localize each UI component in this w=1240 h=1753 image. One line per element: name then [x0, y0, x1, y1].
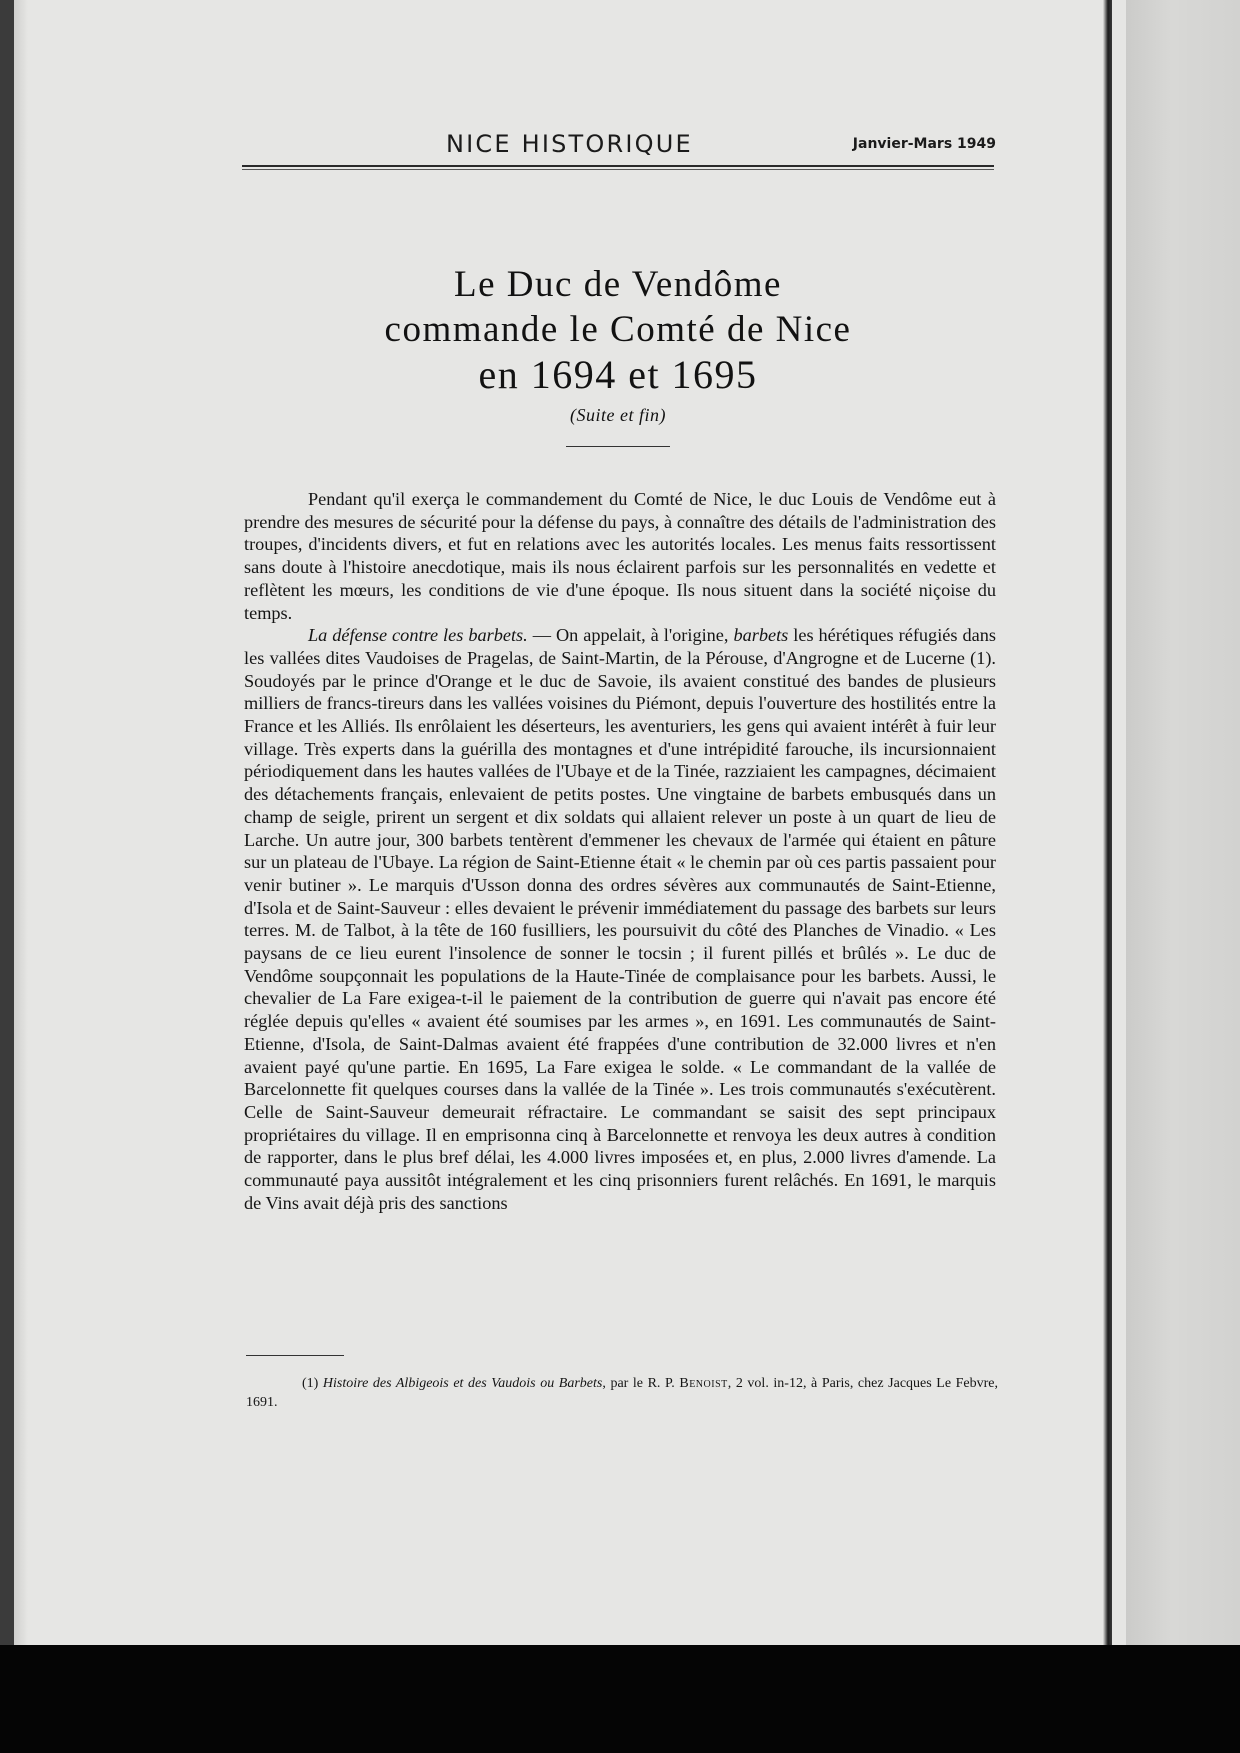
- running-header: [228, 130, 996, 160]
- article-subtitle: (Suite et fin): [570, 405, 666, 425]
- footnote-rule: [246, 1355, 344, 1356]
- section-heading: La défense contre les barbets.: [308, 625, 528, 646]
- footnote-text: , par le R. P.: [602, 1376, 680, 1391]
- article-body: [244, 488, 996, 1215]
- paragraph-barbets: [244, 624, 996, 1214]
- footnote-text: , 2 vol. in-12, à Paris, chez Jacques Le Febvre, 1691.: [246, 1376, 999, 1410]
- title-line-1: Le Duc de Vendôme: [454, 264, 782, 305]
- book-spine-shadow: [1103, 0, 1112, 1645]
- adjacent-page-edge: [1126, 0, 1240, 1645]
- journal-name: NICE HISTORIQUE: [446, 130, 693, 158]
- title-divider: [566, 446, 670, 447]
- header-rule-thin: [242, 169, 994, 170]
- italic-term: barbets: [733, 625, 789, 646]
- title-line-2: commande le Comté de Nice: [384, 309, 852, 350]
- scan-edge-left: [0, 0, 14, 1645]
- paragraph-text: — On appelait, à l'origine,: [527, 625, 734, 646]
- header-rule: [242, 165, 994, 167]
- paragraph-intro: Pendant qu'il exerça le commandement du Comté de Nice, le duc Louis de Vendôme eut à prendre des mesures de sécurité pour la défense du pays, à connaître des détails de l'administration des troupes, d'incidents divers, et fut en relations avec les autorités locales. Les menus faits ressortissent sans doute à l'histoire anecdotique, mais ils nous éclairent parfois sur les personnalités en vedette et reflètent les mœurs, les conditions de vie d'une époque. Ils nous situent dans la société niçoise du temps.: [244, 489, 996, 623]
- title-line-3: en 1694 et 1695: [478, 352, 758, 397]
- footnote-work-title: Histoire des Albigeois et des Vaudois ou Barbets: [322, 1376, 603, 1391]
- footnote: [246, 1374, 998, 1412]
- footnote-author: Benoist: [679, 1376, 728, 1391]
- footnote-number: (1): [302, 1376, 319, 1391]
- article-title-block: [242, 262, 994, 447]
- paragraph-text: les hérétiques réfugiés dans les vallées dites Vaudoises de Pragelas, de Saint-Martin, de la Pérouse, d'Angrogne et de Lucerne (1). Soudoyés par le prince d'Orange et le duc de Savoie, ils avaient constitué des bandes de plusieurs milliers de francs-tireurs dans les vallées voisines du Piémont, depuis l'ouverture des hostilités entre la France et les Alliés. Ils enrôlaient les déserteurs, les aventuriers, les gens qui avaient intérêt à fuir leur village. Très experts dans la guérilla des montagnes et d'une intrépidité farouche, ils incursionnaient périodiquement dans les hautes vallées de l'Ubaye et de la Tinée, razziaient les campagnes, décimaient des détachements français, enlevaient de petits postes. Une vingtaine de barbets embusqués dans un champ de seigle, prirent un sergent et dix soldats qui allaient relever un poste à un quart de lieu de Larche. Un autre jour, 300 barbets tentèrent d'emmener les chevaux de l'armée qui étaient en pâture sur un plateau de l'Ubaye. La région de Saint-Etienne était « le chemin par où ces partis passaient pour venir butiner ». Le marquis d'Usson donna des ordres sévères aux communautés de Saint-Etienne, d'Isola et de Saint-Sauveur : elles devaient le prévenir immédiatement du passage des barbets sur leurs terres. M. de Talbot, à la tête de 160 fusilliers, les poursuivit du côté des Planches de Vinadio. « Les paysans de ce lieu eurent l'insolence de sonner le tocsin ; il furent pillés et brûlés ». Le duc de Vendôme soupçonnait les populations de la Haute-Tinée de complaisance pour les barbets. Aussi, le chevalier de La Fare exigea-t-il le paiement de la contribution de guerre qui n'avait pas encore été réglée depuis qu'elles « avaient été soumises par les armes », en 1691. Les communautés de Saint-Etienne, d'Isola, de Saint-Dalmas avaient été frappées d'une contribution de 32.000 livres et n'en avaient payé qu'une partie. En 1695, La Fare exigea le solde. « Le commandant de la vallée de Barcelonnette fit quelques courses dans la vallée de la Tinée ». Les trois communautés s'exécutèrent. Celle de Saint-Sauveur demeurait réfractaire. Le commandant se saisit des sept principaux propriétaires du village. Il en emprisonna cinq à Barcelonnette et renvoya les deux autres à condition de rapporter, dans le plus bref délai, les 4.000 livres imposées et, en plus, 2.000 livres d'amende. La communauté paya aussitôt intégralement et les cinq prisonniers furent relâchés. En 1691, le marquis de Vins avait déjà pris des sanctions: [244, 625, 996, 1213]
- issue-date: Janvier-Mars 1949: [852, 136, 996, 152]
- scan-edge-bottom: [0, 1645, 1240, 1753]
- document-page: [14, 0, 1126, 1645]
